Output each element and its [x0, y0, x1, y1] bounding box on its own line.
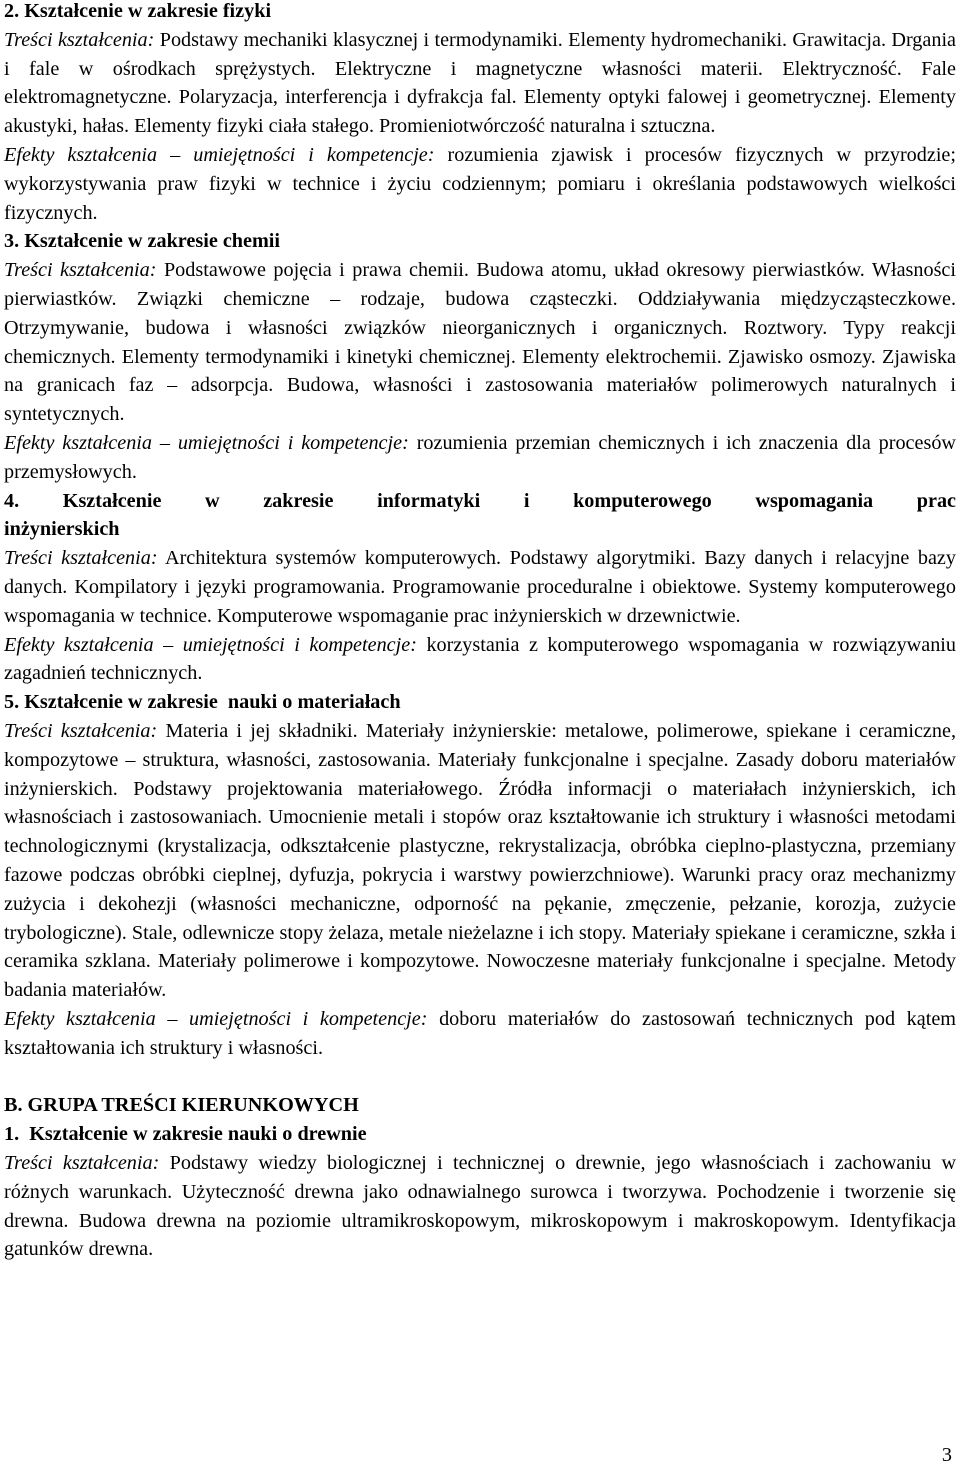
- document-page: [4, 0, 956, 1264]
- section-heading-informatics: 4. Kształcenie w zakresie informatyki i komputerowego wspomagania prac: [4, 489, 956, 512]
- outcomes-text: rozumienia zjawisk i procesów fizycznych w przyrodzie; wykorzystywania praw fizyki w technice i życiu codziennym; pomiaru i określania podstawowych wielkości fizycznych.: [4, 143, 957, 224]
- outcomes-text: doboru materiałów do zastosowań technicznych pod kątem kształtowania ich struktury i własności.: [4, 1007, 957, 1059]
- page-number: 3: [941, 1444, 952, 1467]
- section-heading-informatics-cont: inżynierskich: [4, 518, 120, 541]
- outcomes-label: Efekty kształcenia – umiejętności i kompetencje:: [4, 431, 409, 454]
- content-text: Podstawy mechaniki klasycznej i termodynamiki. Elementy hydromechaniki. Grawitacja. Drgania i fale w ośrodkach sprężystych. Elektryczne i magnetyczne własności materii. Elektryczność. Fale elektromagnetyczne. Polaryzacja, interferencja i dyfrakcja fal. Elementy optyki falowej i geometrycznej. Elementy akustyki, hałas. Elementy fizyki ciała stałego. Promieniotwórczość naturalna i sztuczna.: [4, 28, 957, 138]
- content-text: Podstawy wiedzy biologicznej i technicznej o drewnie, jego własnościach i zachowaniu w różnych warunkach. Użyteczność drewna jako odnawialnego surowca i tworzywa. Pochodzenie i tworzenie się drewna. Budowa drewna na poziomie ultramikroskopowym, mikroskopowym i makroskopowym. Identyfikacja gatunków drewna.: [4, 1152, 957, 1261]
- content-text: Architektura systemów komputerowych. Podstawy algorytmiki. Bazy danych i relacyjne bazy danych. Kompilatory i języki programowania. Programowanie proceduralne i obiektowe. Systemy komputerowego wspomagania w technice. Komputerowe wspomaganie prac inżynierskich w drzewnictwie.: [4, 547, 956, 627]
- content-label: Treści kształcenia:: [4, 547, 158, 570]
- section-heading-materials: 5. Kształcenie w zakresie nauki o materiałach: [4, 691, 401, 714]
- paragraph-physics-content: [4, 26, 956, 141]
- group-heading-b: B. GRUPA TREŚCI KIERUNKOWYCH: [4, 1094, 359, 1117]
- paragraph-wood-content: [4, 1149, 956, 1264]
- section-heading-wood-science: 1. Kształcenie w zakresie nauki o drewnie: [4, 1123, 367, 1146]
- paragraph-chemistry-content: [4, 256, 956, 429]
- paragraph-physics-outcomes: [4, 141, 956, 227]
- outcomes-label: Efekty kształcenia – umiejętności i kompetencje:: [4, 633, 417, 656]
- paragraph-materials-content: [4, 717, 956, 1005]
- paragraph-informatics-content: [4, 544, 956, 630]
- outcomes-label: Efekty kształcenia – umiejętności i kompetencje:: [4, 1007, 428, 1030]
- section-heading-physics: 2. Kształcenie w zakresie fizyki: [4, 0, 272, 22]
- paragraph-informatics-outcomes: [4, 631, 956, 689]
- content-label: Treści kształcenia:: [4, 28, 155, 51]
- outcomes-label: Efekty kształcenia – umiejętności i kompetencje:: [4, 143, 435, 166]
- content-text: Podstawowe pojęcia i prawa chemii. Budowa atomu, układ okresowy pierwiastków. Własności pierwiastków. Związki chemiczne – rodzaje, budowa cząsteczki. Oddziaływania międzycząsteczkowe. Otrzymywanie, budowa i własności związków nieorganicznych i organicznych. Roztwory. Typy reakcji chemicznych. Elementy termodynamiki i kinetyki chemicznej. Elementy elektrochemii. Zjawisko osmozy. Zjawiska na granicach faz – adsorpcja. Budowa, własności i zastosowania materiałów polimerowych naturalnych i syntetycznych.: [4, 259, 957, 426]
- content-label: Treści kształcenia:: [4, 719, 158, 742]
- content-text: Materia i jej składniki. Materiały inżynierskie: metalowe, polimerowe, spiekane i ceramiczne, kompozytowe – struktura, własności, zastosowania. Materiały funkcjonalne i specjalne. Zasady doboru materiałów inżynierskich. Podstawy projektowania materiałowego. Źródła informacji o materiałach inżynierskich, ich własnościach i zastosowaniach. Umocnienie metali i stopów oraz kształtowanie ich struktury i własności metodami technologicznymi (krystalizacja, odkształcenie plastyczne, rekrystalizacja, obróbka cieplno-plastyczna, przemiany fazowe podczas obróbki cieplnej, dyfuzja, pokrycia i warstwy powierzchniowe). Warunki pracy oraz mechanizmy zużycia i dekohezji (własności mechaniczne, odporność na pękanie, zmęczenie, pełzanie, korozja, zużycie trybologiczne). Stale, odlewnicze stopy żelaza, metale nieżelazne i ich stopy. Materiały spiekane i ceramiczne, szkła i ceramika szklana. Materiały polimerowe i kompozytowe. Nowoczesne materiały funkcjonalne i specjalne. Metody badania materiałów.: [4, 719, 956, 1002]
- paragraph-chemistry-outcomes: [4, 429, 956, 487]
- outcomes-text: korzystania z komputerowego wspomagania w rozwiązywaniu zagadnień technicznych.: [4, 633, 956, 685]
- content-label: Treści kształcenia:: [4, 259, 157, 282]
- paragraph-materials-outcomes: [4, 1005, 956, 1063]
- section-heading-chemistry: 3. Kształcenie w zakresie chemii: [4, 230, 281, 253]
- content-label: Treści kształcenia:: [4, 1152, 160, 1175]
- outcomes-text: rozumienia przemian chemicznych i ich znaczenia dla procesów przemysłowych.: [4, 431, 957, 483]
